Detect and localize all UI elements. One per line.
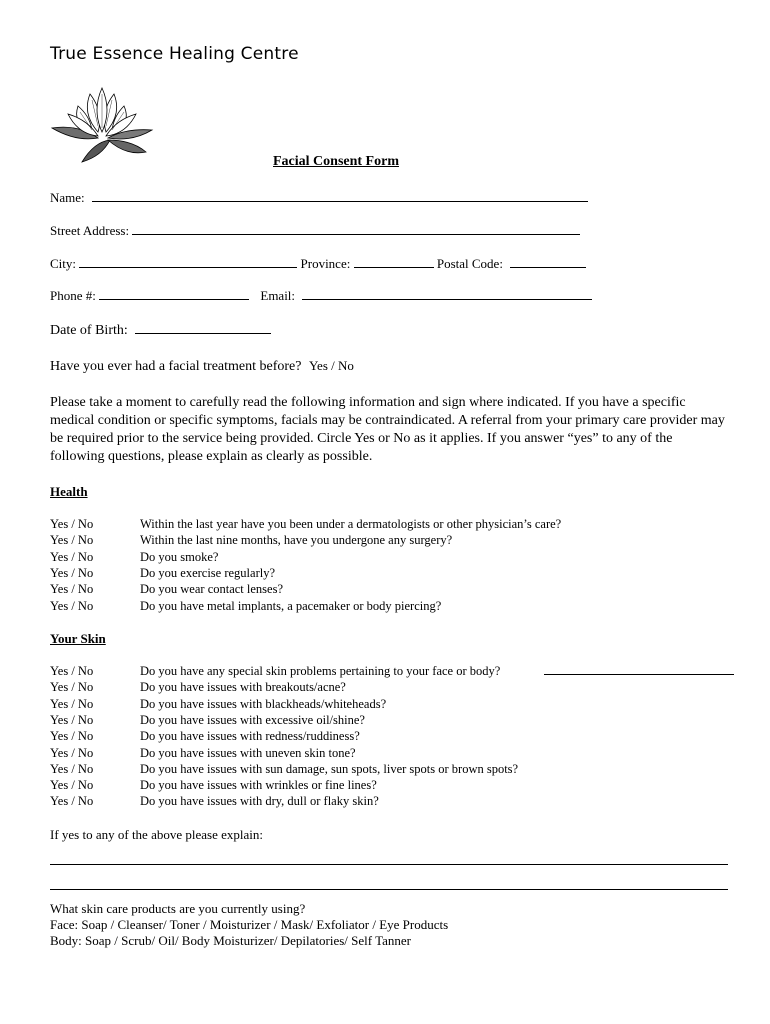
skin-yes-no-option[interactable]: Yes / No [50,712,94,727]
health-yes-no-option[interactable]: Yes / No [50,549,94,564]
health-questions [50,516,740,616]
explain-line-1[interactable] [50,864,728,865]
skin-yes-no-option[interactable]: Yes / No [50,778,94,793]
skin-question-text: Do you have issues with excessive oil/shine? [140,712,365,727]
health-question-text: Do you wear contact lenses? [140,582,283,597]
skin-question-text: Do you have issues with uneven skin tone? [140,745,356,760]
prior-treatment-question: Have you ever had a facial treatment before? [50,359,302,374]
city-label: City: [50,256,77,271]
contact-row [50,288,592,304]
skin-yes-no-option[interactable]: Yes / No [50,729,94,744]
province-input-line[interactable] [354,256,434,268]
name-input-line[interactable] [92,190,588,202]
dob-label: Date of Birth: [50,323,128,338]
health-yes-no-option[interactable]: Yes / No [50,565,94,580]
skin-yes-no-option[interactable]: Yes / No [50,664,94,678]
skin-yes-no-option[interactable]: Yes / No [50,745,94,760]
dob-input-line[interactable] [135,322,271,334]
explain-label: If yes to any of the above please explain: [50,827,263,842]
postal-code-input-line[interactable] [510,256,586,268]
skin-question-text: Do you have issues with wrinkles or fine lines? [140,778,377,793]
skin-yes-no-option[interactable]: Yes / No [50,696,94,711]
products-question: What skin care products are you currently using? [50,901,306,916]
health-heading: Health [50,484,88,499]
explain-line-2[interactable] [50,889,728,890]
health-yes-no-option[interactable]: Yes / No [50,533,94,548]
street-label: Street Address: [50,223,130,238]
health-question-text: Do you exercise regularly? [140,565,276,580]
health-question-text: Within the last year have you been under a dermatologists or other physician’s care? [140,517,562,531]
form-title: Facial Consent Form [273,154,399,169]
name-label: Name: [50,190,85,205]
skin-questions [50,663,740,813]
email-label: Email: [260,288,296,303]
city-row [50,256,586,272]
email-input-line[interactable] [302,288,592,300]
skin-question-text: Do you have issues with redness/ruddiness? [140,729,360,744]
instructions-paragraph: Please take a moment to carefully read the following information and sign where indicated. If you have a specific medical condition or specific symptoms, facials may be contraindicated. A referral from your primary care provider may be required prior to the service being provided. Circle Yes or No as it applies. If you answer “yes” to any of the following questions, please explain as clearly as possible. [50,395,725,464]
skin-problems-answer-line[interactable] [544,663,734,675]
health-question-text: Within the last nine months, have you undergone any surgery? [140,533,453,548]
name-row [50,190,588,206]
health-question-text: Do you have metal implants, a pacemaker or body piercing? [140,598,442,613]
products-face: Face: Soap / Cleanser/ Toner / Moisturizer / Mask/ Exfoliator / Eye Products [50,917,449,932]
skin-question-text: Do you have issues with sun damage, sun spots, liver spots or brown spots? [140,761,519,776]
province-label: Province: [300,256,351,271]
skin-question-text: Do you have any special skin problems pertaining to your face or body? [140,664,501,678]
health-yes-no-option[interactable]: Yes / No [50,582,94,597]
health-question-text: Do you smoke? [140,549,219,564]
street-input-line[interactable] [132,223,580,235]
skin-yes-no-option[interactable]: Yes / No [50,761,94,776]
health-yes-no-option[interactable]: Yes / No [50,598,94,613]
health-yes-no-option[interactable]: Yes / No [50,517,94,531]
phone-label: Phone #: [50,288,96,303]
street-row [50,223,580,239]
phone-input-line[interactable] [99,288,249,300]
brand-name: True Essence Healing Centre [50,44,299,64]
skin-question-text: Do you have issues with dry, dull or flaky skin? [140,794,379,809]
prior-treatment-row [50,358,354,375]
skin-yes-no-option[interactable]: Yes / No [50,680,94,695]
dob-row [50,322,271,339]
products-body: Body: Soap / Scrub/ Oil/ Body Moisturizer/ Depilatories/ Self Tanner [50,933,411,948]
prior-treatment-options[interactable]: Yes / No [308,358,354,373]
city-input-line[interactable] [79,256,297,268]
skin-question-text: Do you have issues with breakouts/acne? [140,680,346,695]
postal-code-label: Postal Code: [436,256,503,271]
lotus-logo-icon [48,84,156,170]
skin-yes-no-option[interactable]: Yes / No [50,794,94,809]
skin-question-text: Do you have issues with blackheads/whiteheads? [140,696,387,711]
skin-heading: Your Skin [50,631,106,646]
